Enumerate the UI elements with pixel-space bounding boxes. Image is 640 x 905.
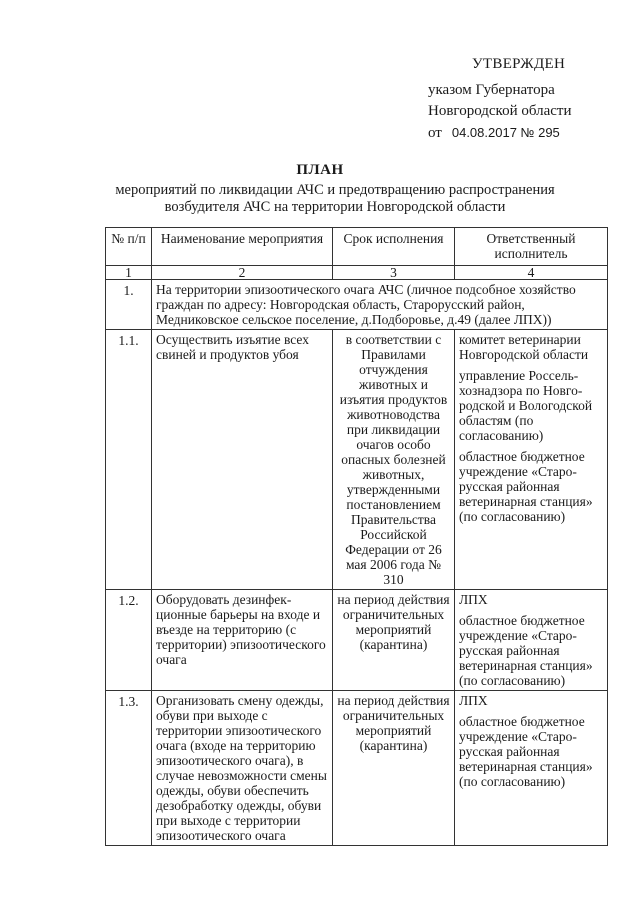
section-text: На территории эпизоотического очага АЧС (личное подсобное хозяйство граждан по адресу: Новгородская область, Старорусский район, Медниковское сельское поселение, д.Подборовье, д.49 (далее ЛПХ)) (152, 280, 608, 330)
responsible-party: управление Россельхознадзора по Новгородской и Вологодской областям (по согласованию) (459, 368, 593, 443)
approval-line-3 (428, 122, 560, 144)
row-deadline: на период действия ограничительных мероприятий (карантина) (333, 691, 455, 846)
table-row (106, 590, 608, 691)
responsible-party: ЛПХ (459, 592, 488, 607)
row-responsible (455, 330, 608, 590)
approval-date-number: 04.08.2017 № 295 (451, 125, 560, 140)
table-header-row (106, 228, 608, 266)
row-deadline: в соответствии с Правилами отчуждения животных и изъятия продуктов животноводства при ликвидации очагов особо опасных болезней животных, утвержденными постановлением Правительства Российской Федерации от 26 мая 2006 года № 310 (333, 330, 455, 590)
header-activity: Наименование мероприятия (152, 228, 333, 266)
approval-prefix: от (428, 125, 442, 141)
responsible-party: областное бюджетное учреждение «Старорусская районная ветеринарная станция» (по согласованию) (459, 449, 593, 524)
row-activity: Осуществить изъятие всех свиней и продуктов убоя (152, 330, 333, 590)
row-num: 1.3. (106, 691, 152, 846)
column-number: 1 (106, 266, 152, 280)
approval-line-1: указом Губернатора (428, 82, 555, 98)
section-num: 1. (106, 280, 152, 330)
approval-heading: УТВЕРЖДЕН (472, 56, 566, 72)
row-responsible (455, 691, 608, 846)
header-num: № п/п (106, 228, 152, 266)
responsible-party: областное бюджетное учреждение «Старорусская районная ветеринарная станция» (по согласованию) (459, 613, 593, 688)
column-number: 4 (455, 266, 608, 280)
document-subtitle: мероприятий по ликвидации АЧС и предотвращению распространения возбудителя АЧС на территории Новгородской области (115, 182, 555, 215)
table-row (106, 691, 608, 846)
responsible-party: комитет ветеринарии Новгородской области (459, 332, 589, 362)
responsible-party: ЛПХ (459, 693, 488, 708)
row-responsible (455, 590, 608, 691)
section-row (106, 280, 608, 330)
row-activity: Оборудовать дезинфекционные барьеры на входе и въезде на территорию (с территории) эпизоотического очага (152, 590, 333, 691)
responsible-party: областное бюджетное учреждение «Старорусская районная ветеринарная станция» (по согласованию) (459, 714, 593, 789)
column-number: 3 (333, 266, 455, 280)
column-number: 2 (152, 266, 333, 280)
table-row (106, 330, 608, 590)
header-responsible: Ответственный исполнитель (455, 228, 608, 266)
row-num: 1.1. (106, 330, 152, 590)
column-numbers-row (106, 266, 608, 280)
row-activity: Организовать смену одежды, обуви при выходе с территории эпизоотического очага (входе на территорию эпизоотического очага), в случае невозможности смены одежды, обуви обеспечить дезобработку одежды, обуви при выходе с территории эпизоотического очага (152, 691, 333, 846)
document-title: ПЛАН (296, 162, 344, 178)
approval-line-2: Новгородской области (428, 103, 572, 119)
row-deadline: на период действия ограничительных мероприятий (карантина) (333, 590, 455, 691)
header-deadline: Срок исполнения (333, 228, 455, 266)
plan-table (105, 227, 608, 846)
row-num: 1.2. (106, 590, 152, 691)
